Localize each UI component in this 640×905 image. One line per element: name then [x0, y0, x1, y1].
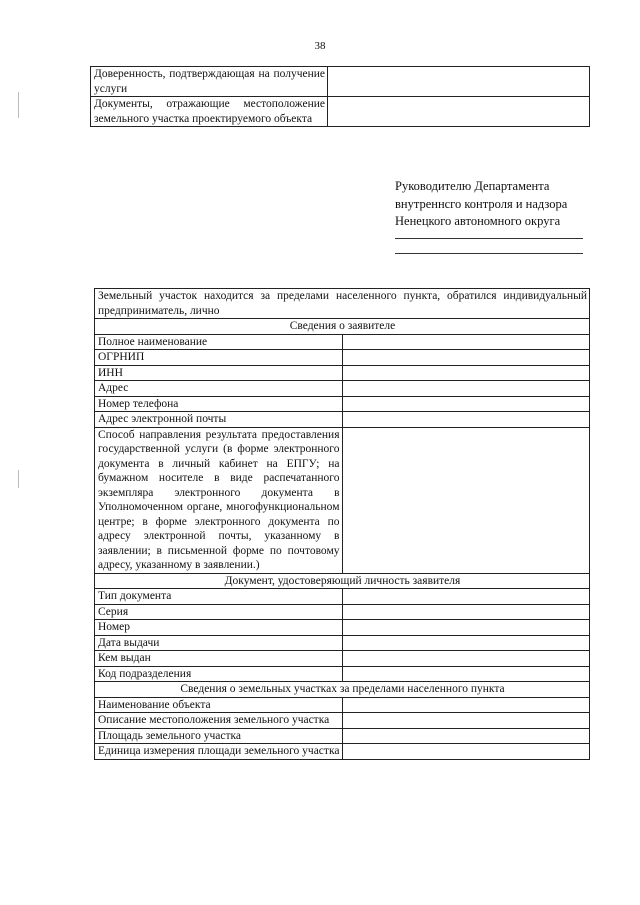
- section-row: [95, 682, 590, 698]
- row-label: Номер телефона: [95, 396, 343, 412]
- row-label: Наименование объекта: [95, 697, 343, 713]
- table-row: [91, 67, 590, 97]
- application-table: [94, 288, 590, 760]
- top-table: [90, 66, 590, 127]
- row-value-input[interactable]: [342, 412, 590, 428]
- row-label: Площадь земельного участка: [95, 728, 343, 744]
- table-row: [95, 635, 590, 651]
- intro-text: Земельный участок находится за пределами населенного пункта, обратился индивидуальный предприниматель, лично: [95, 289, 590, 319]
- table-row: [95, 396, 590, 412]
- table-row: [95, 713, 590, 729]
- table-row: [95, 604, 590, 620]
- table-row: [95, 589, 590, 605]
- section-header-land: Сведения о земельных участках за пределами населенного пункта: [95, 682, 590, 698]
- row-label: Номер: [95, 620, 343, 636]
- row-label: Описание местоположения земельного участка: [95, 713, 343, 729]
- addressee-line-1: Руководителю Департамента: [395, 179, 550, 193]
- row-label: Полное наименование: [95, 334, 343, 350]
- row-label-delivery-method: Способ направления результата предоставления государственной услуги (в форме электронного документа в личный кабинет на ЕПГУ; на бумажном носителе в виде распечатанного экземпляра электронного документа в Уполномоченном органе, многофункциональном центре; в форме электронного документа по адресу электронной почты, указанному в заявлении; в письменной форме по почтовому адресу, указанному в заявлении.): [95, 427, 343, 573]
- row-value-input[interactable]: [342, 334, 590, 350]
- row-value-input[interactable]: [342, 604, 590, 620]
- addressee-blank-line[interactable]: [395, 238, 583, 239]
- table-row: [95, 651, 590, 667]
- row-value-input[interactable]: [342, 396, 590, 412]
- table-row: [95, 289, 590, 319]
- section-header-identity: Документ, удостоверяющий личность заявителя: [95, 573, 590, 589]
- table-row: [95, 334, 590, 350]
- section-row: [95, 573, 590, 589]
- table-row: [91, 97, 590, 127]
- table-row: [95, 666, 590, 682]
- row-value-input[interactable]: [342, 697, 590, 713]
- row-label: Дата выдачи: [95, 635, 343, 651]
- row-value-input[interactable]: [342, 744, 590, 760]
- addressee-block: [395, 178, 595, 231]
- row-value-power-of-attorney[interactable]: [328, 67, 590, 97]
- page-number: 38: [314, 40, 326, 52]
- addressee-line-2: внутреннсго контроля и надзора: [395, 196, 568, 211]
- row-value-input[interactable]: [342, 427, 590, 573]
- row-label: Адрес электронной почты: [95, 412, 343, 428]
- section-row: [95, 319, 590, 335]
- row-value-input[interactable]: [342, 381, 590, 397]
- row-label-location-documents: Документы, отражающие местоположение земельного участка проектируемого объекта: [91, 97, 328, 127]
- row-value-input[interactable]: [342, 651, 590, 667]
- addressee-line-3: Ненецкого автономного округа: [395, 214, 561, 228]
- row-value-input[interactable]: [342, 713, 590, 729]
- table-row: [95, 744, 590, 760]
- row-value-input[interactable]: [342, 589, 590, 605]
- row-label-power-of-attorney: Доверенность, подтверждающая на получение услуги: [91, 67, 328, 97]
- row-value-input[interactable]: [342, 728, 590, 744]
- row-value-input[interactable]: [342, 635, 590, 651]
- row-label: Тип документа: [95, 589, 343, 605]
- table-row: [95, 728, 590, 744]
- row-label: Серия: [95, 604, 343, 620]
- margin-scan-line: [18, 92, 19, 118]
- row-value-input[interactable]: [342, 666, 590, 682]
- row-label: Единица измерения площади земельного участка: [95, 744, 343, 760]
- table-row: [95, 381, 590, 397]
- table-row: [95, 350, 590, 366]
- row-value-input[interactable]: [342, 620, 590, 636]
- row-value-input[interactable]: [342, 350, 590, 366]
- margin-scan-line: [18, 470, 19, 488]
- row-label: Кем выдан: [95, 651, 343, 667]
- row-label: ОГРНИП: [95, 350, 343, 366]
- table-row: [95, 412, 590, 428]
- row-value-input[interactable]: [342, 365, 590, 381]
- addressee-blank-line[interactable]: [395, 253, 583, 254]
- section-header-applicant: Сведения о заявителе: [95, 319, 590, 335]
- table-row: [95, 427, 590, 573]
- row-value-location-documents[interactable]: [328, 97, 590, 127]
- table-row: [95, 697, 590, 713]
- row-label: ИНН: [95, 365, 343, 381]
- row-label: Код подразделения: [95, 666, 343, 682]
- row-label: Адрес: [95, 381, 343, 397]
- table-row: [95, 365, 590, 381]
- table-row: [95, 620, 590, 636]
